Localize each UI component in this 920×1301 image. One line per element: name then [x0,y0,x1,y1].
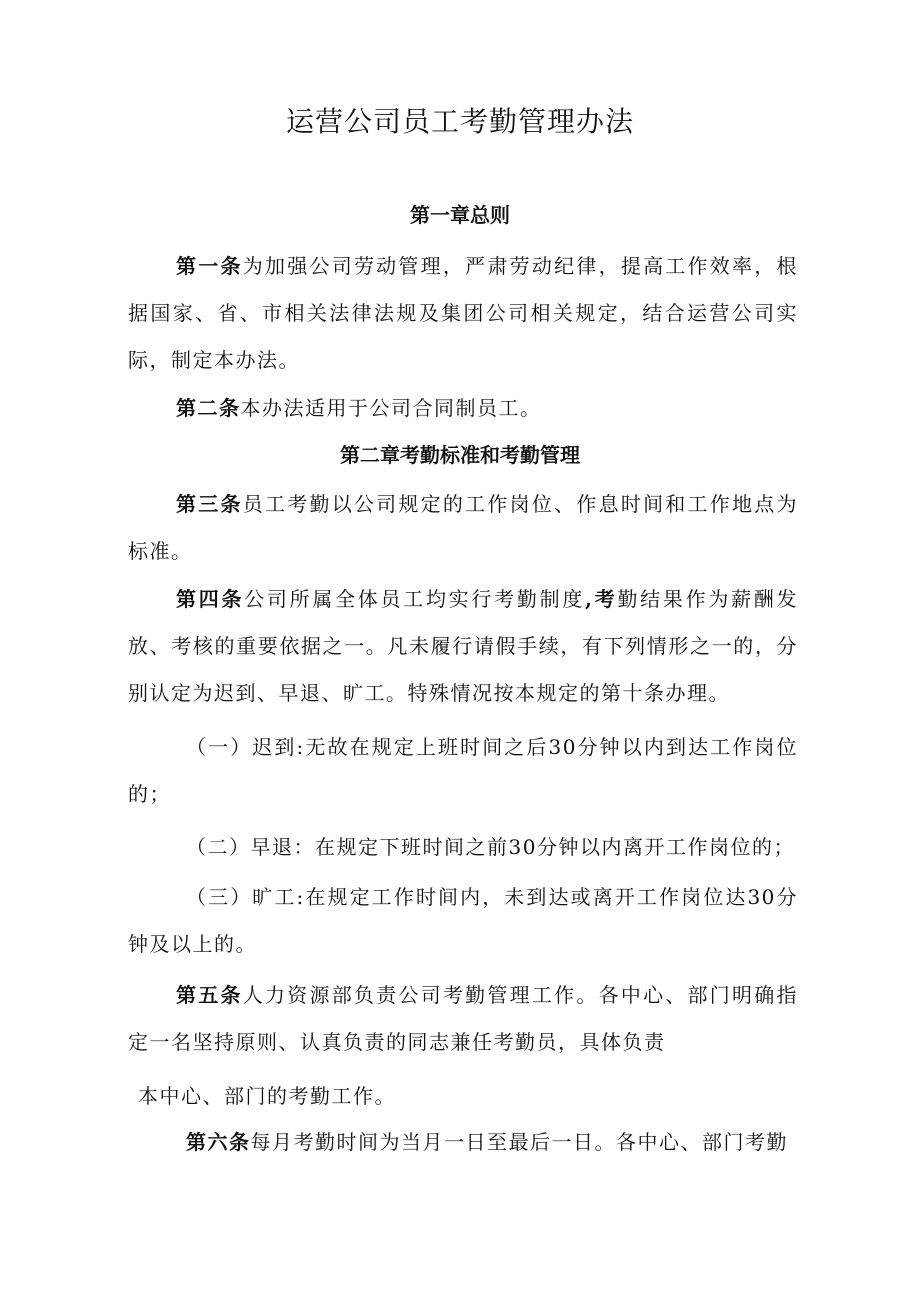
clause-item-3: （三）旷工:在规定工作时间内，未到达或离开工作岗位达30分钟及以上的。 [128,885,798,956]
article-5-text: 人力资源部负责公司考勤管理工作。各中心、部门明确指定一名坚持原则、认真负责的同志兼任考勤员，具体负责 [128,983,799,1054]
article-2-text: 本办法适用于公司合同制员工。 [240,396,542,420]
article-1 [128,243,798,384]
article-4-text-a: 公司所属全体员工均实行考勤制度 [244,587,586,611]
article-1-label: 第一条 [176,254,243,278]
article-5-continuation: 本中心、部门的考勤工作。 [138,1084,396,1108]
article-3-text: 员工考勤以公司规定的工作岗位、作息时间和工作地点为标准。 [128,492,799,563]
chapter-heading-2: 第二章考勤标准和考勤管理 [340,443,580,467]
article-6-text: 每月考勤时间为当月一日至最后一日。各中心、部门考勤 [250,1130,788,1154]
article-3 [128,481,798,575]
article-6 [138,1119,798,1166]
article-3-label: 第三条 [176,492,243,516]
article-6-label: 第六条 [186,1130,251,1154]
article-4-bold-text: ,考 [585,587,618,611]
chapter-heading-1: 第一章总则 [410,203,510,227]
article-5-label: 第五条 [176,983,243,1007]
document-title: 运营公司员工考勤管理办法 [285,105,634,138]
clause-item-1: （一）迟到:无故在规定上班时间之后30分钟以内到达工作岗位的； [128,735,798,806]
article-4-label: 第四条 [176,587,245,611]
article-2-label: 第二条 [176,396,241,420]
article-1-text: 为加强公司劳动管理，严肃劳动纪律，提高工作效率，根据国家、省、市相关法律法规及集团公司相关规定，结合运营公司实际，制定本办法。 [128,254,799,372]
article-4 [128,576,798,717]
article-2 [128,385,798,432]
article-5 [128,972,798,1066]
clause-item-2: （二）早退：在规定下班时间之前30分钟以内离开工作岗位的； [186,835,795,859]
article-4-text-b: 勤结果作为薪酬发放、考核的重要依据之一。凡未履行请假手续，有下列情形之一的，分别认定为迟到、早退、旷工。特殊情况按本规定的第十条办理。 [128,587,799,705]
